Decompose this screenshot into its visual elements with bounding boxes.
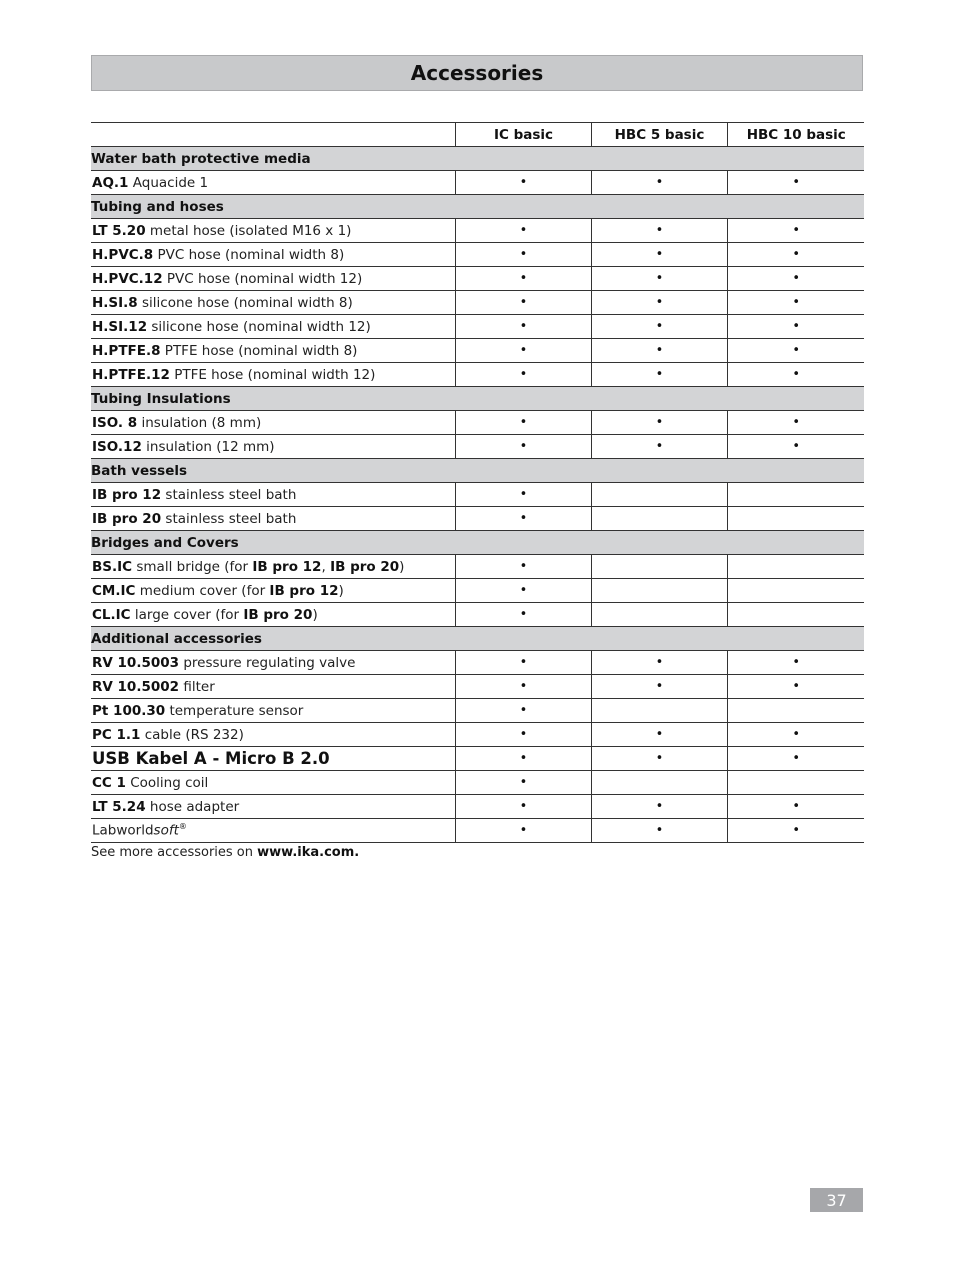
section-heading: Tubing and hoses (91, 195, 864, 219)
availability-bullet: • (655, 295, 664, 310)
column-header-hbc5-basic: HBC 5 basic (591, 123, 727, 147)
header-blank-cell (91, 123, 455, 147)
availability-bullet: • (519, 295, 528, 310)
accessory-row (91, 699, 864, 723)
accessory-name-cell (91, 651, 455, 675)
accessory-code: CM.IC (92, 582, 136, 599)
accessory-row (91, 795, 864, 819)
section-row (91, 147, 864, 171)
accessory-name-cell (91, 411, 455, 435)
availability-cell-ic-basic (455, 483, 591, 507)
accessory-description: PVC hose (nominal width 12) (166, 270, 363, 287)
availability-bullet: • (655, 223, 664, 238)
availability-bullet: • (519, 271, 528, 286)
availability-cell-ic-basic (455, 675, 591, 699)
availability-cell-ic-basic (455, 723, 591, 747)
accessory-name-cell (91, 555, 455, 579)
accessory-code: LT 5.20 (92, 222, 146, 239)
availability-bullet: • (519, 799, 528, 814)
accessory-description: insulation (12 mm) (146, 438, 275, 455)
availability-cell-hbc10-basic (727, 291, 864, 315)
reference-model: IB pro 12 (252, 558, 322, 575)
accessory-row (91, 243, 864, 267)
accessory-name-cell (91, 819, 455, 843)
section-row (91, 195, 864, 219)
table-header-row (91, 123, 864, 147)
availability-cell-hbc5-basic (591, 795, 727, 819)
accessory-code: RV 10.5003 (92, 654, 180, 671)
accessory-name-cell (91, 435, 455, 459)
reference-model: IB pro 12 (269, 582, 339, 599)
accessory-description: large cover (for (134, 606, 244, 623)
availability-cell-hbc5-basic (591, 411, 727, 435)
accessory-name-cell (91, 795, 455, 819)
availability-cell-hbc10-basic (727, 243, 864, 267)
availability-bullet: • (655, 175, 664, 190)
accessory-code: ISO.12 (92, 438, 142, 455)
accessory-code: BS.IC (92, 558, 133, 575)
accessory-description: cable (RS 232) (144, 726, 244, 743)
availability-bullet: • (655, 799, 664, 814)
accessory-row (91, 603, 864, 627)
availability-bullet: • (519, 223, 528, 238)
accessory-description: metal hose (isolated M16 x 1) (149, 222, 352, 239)
accessory-row (91, 555, 864, 579)
reference-model: IB pro 20 (243, 606, 313, 623)
availability-bullet: • (519, 583, 528, 598)
availability-cell-hbc5-basic (591, 555, 727, 579)
section-heading: Bath vessels (91, 459, 864, 483)
accessory-description: pressure regulating valve (183, 654, 356, 671)
availability-cell-hbc10-basic (727, 675, 864, 699)
availability-cell-hbc10-basic (727, 603, 864, 627)
section-heading: Bridges and Covers (91, 531, 864, 555)
availability-bullet: • (792, 799, 801, 814)
accessory-row (91, 435, 864, 459)
accessory-description: filter (183, 678, 215, 695)
availability-bullet: • (519, 823, 528, 838)
availability-bullet: • (792, 247, 801, 262)
availability-cell-hbc5-basic (591, 603, 727, 627)
availability-cell-hbc10-basic (727, 555, 864, 579)
availability-bullet: • (655, 679, 664, 694)
availability-cell-ic-basic (455, 699, 591, 723)
availability-cell-ic-basic (455, 651, 591, 675)
accessory-code: H.SI.8 (92, 294, 138, 311)
more-accessories-note (91, 845, 359, 860)
accessory-row (91, 315, 864, 339)
section-row (91, 531, 864, 555)
accessory-code: H.PVC.8 (92, 246, 154, 263)
section-heading: Water bath protective media (91, 147, 864, 171)
accessory-code: AQ.1 (92, 174, 129, 191)
reference-close: ) (399, 558, 405, 575)
availability-cell-hbc5-basic (591, 243, 727, 267)
availability-cell-hbc10-basic (727, 267, 864, 291)
reference-close: ) (338, 582, 344, 599)
accessory-name-cell (91, 603, 455, 627)
availability-cell-hbc5-basic (591, 579, 727, 603)
availability-bullet: • (519, 175, 528, 190)
availability-cell-hbc5-basic (591, 651, 727, 675)
accessory-description: PTFE hose (nominal width 8) (164, 342, 358, 359)
availability-cell-hbc5-basic (591, 819, 727, 843)
availability-cell-ic-basic (455, 219, 591, 243)
availability-cell-hbc5-basic (591, 723, 727, 747)
accessory-row (91, 171, 864, 195)
accessory-row (91, 291, 864, 315)
availability-cell-hbc10-basic (727, 651, 864, 675)
availability-cell-hbc5-basic (591, 483, 727, 507)
availability-cell-ic-basic (455, 819, 591, 843)
accessory-row (91, 771, 864, 795)
availability-bullet: • (792, 439, 801, 454)
availability-bullet: • (655, 751, 664, 766)
accessory-description: PVC hose (nominal width 8) (157, 246, 345, 263)
accessory-name-cell (91, 507, 455, 531)
accessory-code: H.PTFE.12 (92, 366, 170, 383)
column-header-ic-basic: IC basic (455, 123, 591, 147)
availability-bullet: • (792, 415, 801, 430)
accessory-code: CC 1 (92, 774, 126, 791)
availability-cell-hbc5-basic (591, 339, 727, 363)
availability-cell-ic-basic (455, 507, 591, 531)
accessory-name-cell (91, 723, 455, 747)
availability-bullet: • (519, 559, 528, 574)
availability-cell-ic-basic (455, 747, 591, 771)
accessory-name-cell (91, 579, 455, 603)
availability-cell-ic-basic (455, 291, 591, 315)
availability-cell-ic-basic (455, 315, 591, 339)
accessory-row (91, 267, 864, 291)
availability-bullet: • (519, 727, 528, 742)
availability-cell-hbc10-basic (727, 219, 864, 243)
accessory-code: ISO. 8 (92, 414, 138, 431)
reference-model: IB pro 20 (330, 558, 400, 575)
availability-bullet: • (792, 295, 801, 310)
section-heading: Additional accessories (91, 627, 864, 651)
availability-bullet: • (655, 823, 664, 838)
availability-bullet: • (792, 727, 801, 742)
accessory-name-cell (91, 675, 455, 699)
section-row (91, 627, 864, 651)
accessory-row (91, 675, 864, 699)
accessory-description: Labworld (92, 822, 154, 839)
availability-bullet: • (519, 775, 528, 790)
section-heading: Tubing Insulations (91, 387, 864, 411)
accessory-code: USB Kabel A - Micro B 2.0 (92, 749, 330, 768)
accessory-row (91, 507, 864, 531)
column-header-hbc10-basic: HBC 10 basic (727, 123, 864, 147)
availability-bullet: • (519, 679, 528, 694)
accessory-code: IB pro 20 (92, 510, 162, 527)
accessory-description: Cooling coil (130, 774, 209, 791)
accessory-code: Pt 100.30 (92, 702, 166, 719)
availability-cell-ic-basic (455, 435, 591, 459)
accessory-row (91, 651, 864, 675)
accessory-name-cell (91, 243, 455, 267)
availability-bullet: • (792, 751, 801, 766)
page-title-bar (91, 55, 863, 91)
accessory-description: stainless steel bath (165, 510, 297, 527)
accessory-name-cell (91, 747, 455, 771)
availability-bullet: • (792, 223, 801, 238)
accessory-name-cell (91, 171, 455, 195)
availability-cell-hbc5-basic (591, 675, 727, 699)
note-prefix: See more accessories on (91, 845, 258, 860)
availability-cell-hbc10-basic (727, 363, 864, 387)
registered-mark: ® (178, 822, 187, 832)
availability-bullet: • (655, 271, 664, 286)
availability-cell-hbc5-basic (591, 219, 727, 243)
accessory-row (91, 363, 864, 387)
availability-cell-hbc5-basic (591, 747, 727, 771)
accessories-table-body (91, 147, 864, 843)
accessory-description: medium cover (for (139, 582, 270, 599)
accessory-name-cell (91, 291, 455, 315)
section-row (91, 459, 864, 483)
availability-cell-hbc10-basic (727, 699, 864, 723)
availability-bullet: • (655, 727, 664, 742)
availability-bullet: • (655, 319, 664, 334)
availability-bullet: • (655, 343, 664, 358)
availability-cell-hbc10-basic (727, 819, 864, 843)
accessory-description: stainless steel bath (165, 486, 297, 503)
accessory-code: H.PVC.12 (92, 270, 163, 287)
accessory-name-cell (91, 363, 455, 387)
accessory-name-cell (91, 339, 455, 363)
availability-cell-ic-basic (455, 579, 591, 603)
accessory-code: CL.IC (92, 606, 131, 623)
accessory-description: silicone hose (nominal width 8) (142, 294, 353, 311)
accessory-code: PC 1.1 (92, 726, 141, 743)
accessory-name-cell (91, 267, 455, 291)
availability-cell-hbc5-basic (591, 171, 727, 195)
reference-close: ) (312, 606, 318, 623)
availability-cell-hbc10-basic (727, 435, 864, 459)
availability-bullet: • (519, 343, 528, 358)
availability-bullet: • (655, 415, 664, 430)
availability-bullet: • (519, 415, 528, 430)
page-number: 37 (810, 1188, 863, 1212)
availability-cell-hbc5-basic (591, 315, 727, 339)
availability-cell-hbc5-basic (591, 363, 727, 387)
availability-bullet: • (519, 439, 528, 454)
accessory-code: RV 10.5002 (92, 678, 180, 695)
availability-cell-hbc5-basic (591, 291, 727, 315)
accessory-description: Aquacide 1 (132, 174, 209, 191)
availability-bullet: • (792, 343, 801, 358)
accessory-description: hose adapter (149, 798, 240, 815)
accessory-code: H.SI.12 (92, 318, 148, 335)
availability-cell-ic-basic (455, 339, 591, 363)
availability-bullet: • (792, 175, 801, 190)
availability-bullet: • (519, 655, 528, 670)
availability-cell-hbc10-basic (727, 579, 864, 603)
availability-cell-ic-basic (455, 243, 591, 267)
availability-cell-hbc10-basic (727, 771, 864, 795)
availability-cell-ic-basic (455, 363, 591, 387)
reference-separator: , (321, 558, 331, 575)
availability-cell-hbc10-basic (727, 747, 864, 771)
availability-cell-ic-basic (455, 411, 591, 435)
accessory-code: H.PTFE.8 (92, 342, 161, 359)
availability-bullet: • (792, 367, 801, 382)
availability-bullet: • (519, 511, 528, 526)
availability-bullet: • (655, 655, 664, 670)
availability-bullet: • (655, 367, 664, 382)
accessory-row (91, 723, 864, 747)
availability-cell-hbc10-basic (727, 339, 864, 363)
accessory-name-cell (91, 771, 455, 795)
accessory-description: temperature sensor (169, 702, 304, 719)
availability-bullet: • (519, 319, 528, 334)
availability-bullet: • (792, 679, 801, 694)
accessory-row (91, 411, 864, 435)
accessory-name-cell (91, 219, 455, 243)
section-row (91, 387, 864, 411)
availability-cell-hbc5-basic (591, 771, 727, 795)
accessory-description: small bridge (for (136, 558, 253, 575)
availability-bullet: • (519, 367, 528, 382)
availability-cell-hbc5-basic (591, 699, 727, 723)
accessory-row (91, 339, 864, 363)
availability-bullet: • (519, 247, 528, 262)
accessory-row (91, 579, 864, 603)
availability-cell-hbc10-basic (727, 795, 864, 819)
accessory-row (91, 747, 864, 771)
availability-cell-ic-basic (455, 795, 591, 819)
availability-bullet: • (519, 487, 528, 502)
accessory-row (91, 219, 864, 243)
availability-cell-ic-basic (455, 555, 591, 579)
accessories-table (91, 122, 864, 843)
accessory-code: LT 5.24 (92, 798, 146, 815)
availability-bullet: • (792, 655, 801, 670)
accessory-description: silicone hose (nominal width 12) (151, 318, 371, 335)
accessory-description: PTFE hose (nominal width 12) (174, 366, 376, 383)
availability-cell-hbc10-basic (727, 315, 864, 339)
accessory-code: IB pro 12 (92, 486, 162, 503)
availability-cell-ic-basic (455, 267, 591, 291)
accessory-name-cell (91, 483, 455, 507)
availability-bullet: • (519, 751, 528, 766)
availability-cell-ic-basic (455, 771, 591, 795)
availability-cell-ic-basic (455, 603, 591, 627)
website-link[interactable]: www.ika.com. (257, 845, 360, 860)
availability-cell-hbc5-basic (591, 267, 727, 291)
availability-bullet: • (655, 439, 664, 454)
availability-cell-hbc10-basic (727, 723, 864, 747)
availability-bullet: • (519, 703, 528, 718)
availability-cell-ic-basic (455, 171, 591, 195)
availability-cell-hbc10-basic (727, 171, 864, 195)
page-title: Accessories (410, 61, 544, 85)
availability-cell-hbc10-basic (727, 411, 864, 435)
availability-bullet: • (655, 247, 664, 262)
accessory-row (91, 819, 864, 843)
availability-cell-hbc10-basic (727, 483, 864, 507)
availability-bullet: • (792, 823, 801, 838)
availability-bullet: • (792, 319, 801, 334)
availability-cell-hbc10-basic (727, 507, 864, 531)
availability-cell-hbc5-basic (591, 507, 727, 531)
accessory-description: insulation (8 mm) (141, 414, 262, 431)
availability-bullet: • (792, 271, 801, 286)
accessory-row (91, 483, 864, 507)
availability-bullet: • (519, 607, 528, 622)
availability-cell-hbc5-basic (591, 435, 727, 459)
accessory-name-cell (91, 699, 455, 723)
accessory-description-italic: soft (153, 822, 179, 839)
accessory-name-cell (91, 315, 455, 339)
